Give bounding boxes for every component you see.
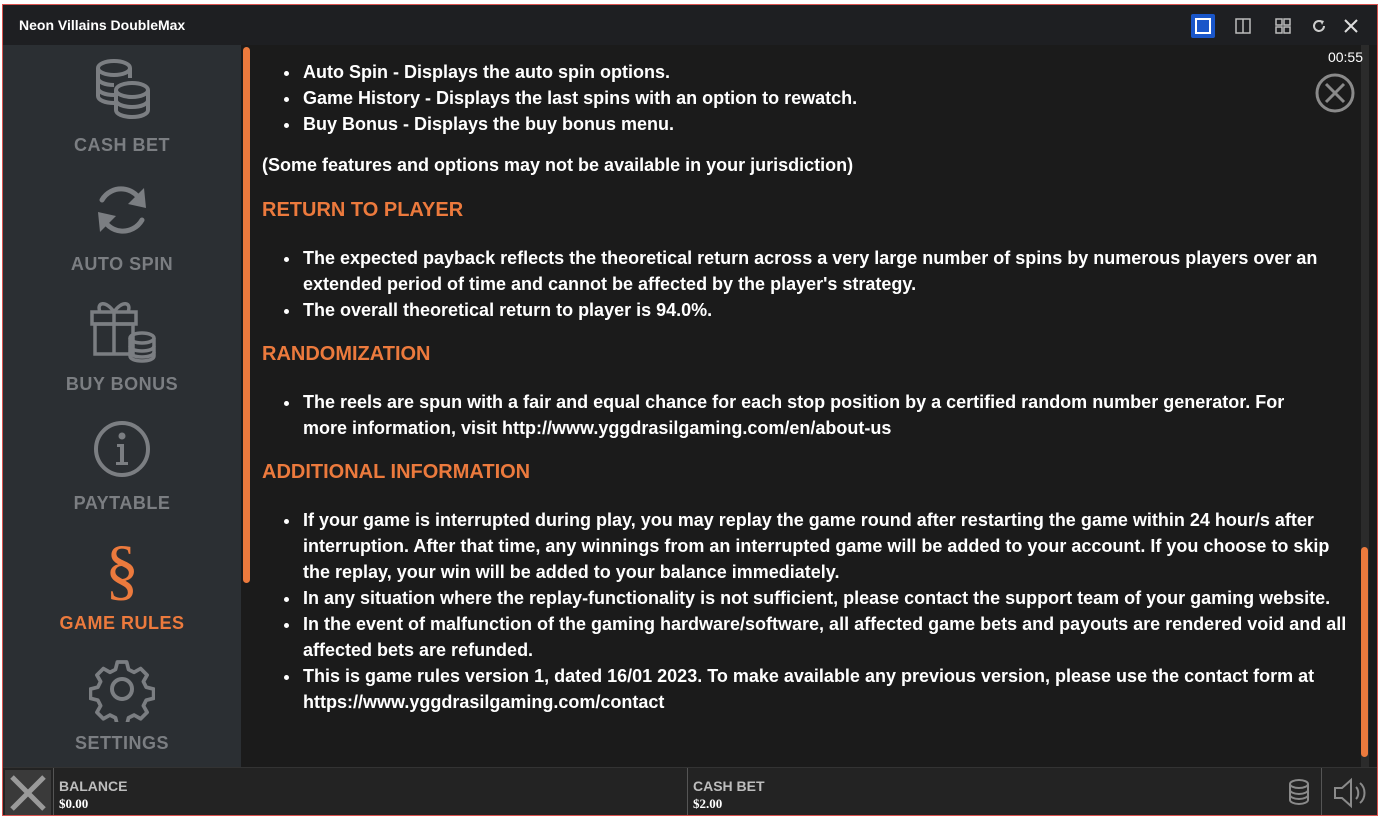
sidebar-item-auto-spin[interactable] [3,166,241,284]
rules-content [251,45,1361,767]
sidebar-item-game-rules[interactable] [3,525,241,643]
sidebar-item-settings[interactable] [3,645,241,763]
list-item: • The reels are spun with a fair and equal chance for each stop position by a certified random number generator. For more information, visit http://www.yggdrasilgaming.com/en/about-us [301,389,1311,441]
close-icon [8,773,48,813]
sidebar-item-label: GAME RULES [59,613,185,633]
coins-icon [3,55,241,127]
section-heading: RETURN TO PLAYER [262,199,464,221]
list-item: • Game History - Displays the last spins with an option to rewatch. [301,85,857,111]
bottom-bar [3,767,1377,816]
gift-icon [3,294,241,366]
sidebar-item-label: AUTO SPIN [70,254,174,274]
sidebar-item-cash-bet[interactable] [3,47,241,165]
speaker-icon [1331,776,1371,810]
info-icon [3,413,241,485]
list-item: • In the event of malfunction of the gaming hardware/software, all affected game bets and payouts are rendered void and all affected bets are refunded. [301,611,1359,663]
sidebar-scrollbar[interactable] [243,47,250,583]
sidebar-item-buy-bonus[interactable] [3,286,241,404]
balance-value: $0.00 [59,796,89,811]
feature-list [251,59,857,137]
sound-toggle-button[interactable] [1331,776,1371,815]
grid-view-button[interactable] [1271,14,1295,38]
single-view-icon [1194,17,1212,35]
single-view-button[interactable] [1191,14,1215,38]
split-view-icon [1234,17,1252,35]
randomization-list [251,389,1311,441]
jurisdiction-note: (Some features and options may not be available in your jurisdiction) [262,155,854,175]
list-item: • Buy Bonus - Displays the buy bonus menu. [301,111,857,137]
close-icon [1342,17,1360,35]
game-window [2,4,1378,816]
menu-close-button[interactable] [5,770,51,816]
reload-button[interactable] [1307,14,1331,38]
title-bar [3,5,1377,45]
coins-icon [1287,778,1315,808]
gear-icon [3,653,241,725]
section-heading: RANDOMIZATION [262,343,431,365]
session-timer: 00:55 [1327,49,1363,65]
sidebar-item-paytable[interactable] [3,405,241,523]
list-item: • The expected payback reflects the theoretical return across a very large number of spins by numerous players over an extended period of time and cannot be affected by the player's strategy. [301,245,1341,297]
rtp-list [251,245,1341,323]
cash-bet-label: CASH BET [693,778,765,794]
split-view-button[interactable] [1231,14,1255,38]
list-item: • This is game rules version 1, dated 16/01 2023. To make available any previous version, please use the contact form at https://www.yggdrasilgaming.com/contact [301,663,1359,715]
cash-bet-value: $2.00 [693,796,723,811]
bet-coins-button[interactable] [1287,778,1315,813]
close-circle-icon [1315,73,1355,113]
svg-text:§: § [105,534,139,604]
reload-icon [1310,17,1328,35]
refresh-icon [3,174,241,246]
content-scroll-thumb[interactable] [1361,547,1368,757]
section-heading: ADDITIONAL INFORMATION [262,461,531,483]
section-icon [3,533,241,605]
sidebar-item-label: SETTINGS [74,733,169,753]
close-rules-button[interactable] [1315,73,1355,113]
balance-label: BALANCE [59,778,128,794]
sidebar [3,45,241,767]
window-title: Neon Villains DoubleMax [19,17,186,33]
list-item: • In any situation where the replay-functionality is not sufficient, please contact the support team of your gaming website. [301,585,1359,611]
sidebar-item-label: PAYTABLE [73,493,171,513]
list-item: • If your game is interrupted during play, you may replay the game round after restarting the game within 24 hour/s after interruption. After that time, any winnings from an interrupted game will be added to your account. If you choose to skip the replay, your win will be added to your balance immediately. [301,507,1359,585]
grid-view-icon [1274,17,1292,35]
sidebar-item-label: BUY BONUS [65,374,179,394]
list-item: • Auto Spin - Displays the auto spin options. [301,59,857,85]
sidebar-item-label: CASH BET [73,135,170,155]
additional-info-list [251,507,1359,715]
list-item: • The overall theoretical return to player is 94.0%. [301,297,1341,323]
window-close-button[interactable] [1339,14,1363,38]
